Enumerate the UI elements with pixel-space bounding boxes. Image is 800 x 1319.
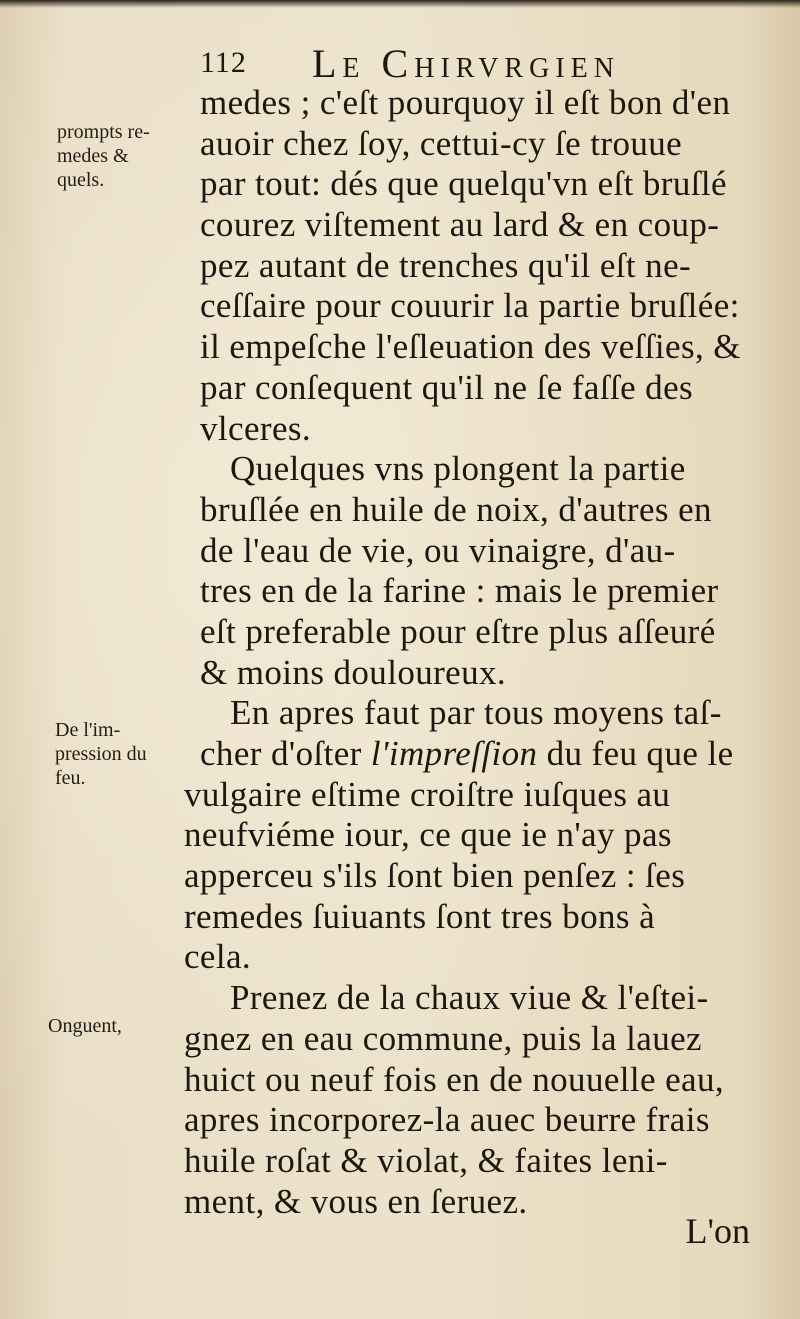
text-line: par tout: dés que quelqu'vn eſt bruſlé [200,164,727,204]
margin-note-line: De l'im- [55,719,121,741]
running-head: Le Chirvrgien [312,41,620,86]
text-line: apperceu s'ils ſont bien penſez : ſes [184,856,686,896]
text-line: apres incorporez-la auec beurre frais [184,1100,710,1140]
text-line: & moins douloureux. [200,652,507,692]
text-line: gnez en eau commune, puis la lauez [184,1018,702,1058]
margin-note-line: quels. [57,169,105,191]
margin-note-line: medes & [57,145,129,167]
page-top-edge [0,0,800,8]
margin-note-line: Onguent, [48,1015,122,1037]
text-line: courez viſtement au lard & en coup- [200,205,720,245]
margin-note-line: prompts re- [57,121,150,143]
text-line: bruſlée en huile de noix, d'autres en [200,489,712,529]
text-line: huict ou neuf fois en de nouuelle eau, [184,1059,725,1099]
margin-note-remedies [57,120,150,192]
text-line: remedes ſuiuants ſont tres bons à [184,896,656,936]
text-line: de l'eau de vie, ou vinaigre, d'au- [200,530,676,570]
text-line: medes ; c'eſt pourquoy il eſt bon d'en [200,83,731,122]
text-line: ment, & vous en ſeruez. [184,1181,528,1221]
text-line: huile roſat & violat, & faites leni- [184,1140,668,1180]
catchword: L'on [685,1211,750,1251]
text-line: neufviéme iour, ce que ie n'ay pas [184,815,672,855]
margin-note-ointment [48,1014,122,1038]
text-line: Prenez de la chaux viue & l'eſtei- [230,978,709,1018]
text-line: eſt preferable pour eſtre plus aſſeuré [200,611,716,651]
text-line: vulgaire eſtime croiſtre iuſques au [184,774,671,814]
text-line: En apres faut par tous moyens taſ- [230,693,722,733]
text-segment: cher d'oſter [200,734,371,773]
text-line: vlceres. [200,408,312,448]
text-line: par conſequent qu'il ne ſe faſſe des [200,367,694,407]
text-line: tres en de la farine : mais le premier [200,571,719,611]
text-line: cela. [184,937,252,977]
body-text [172,83,772,1222]
margin-note-impression [55,718,147,790]
margin-note-line: feu. [55,767,86,789]
text-line: ceſſaire pour couurir la partie bruſlée: [200,286,740,326]
page-number: 112 [200,46,247,79]
text-line: auoir chez ſoy, cettui-cy ſe trouue [200,123,683,163]
text-line: Quelques vns plongent la partie [230,449,686,489]
text-segment: du feu que le [537,734,734,773]
margin-note-line: pression du [55,743,147,765]
italic-term: l'impreſſion [370,734,538,773]
text-line [172,734,772,775]
text-line: pez autant de trenches qu'il eſt ne- [200,245,692,285]
text-line: il empeſche l'eſleuation des veſſies, & [200,327,741,367]
